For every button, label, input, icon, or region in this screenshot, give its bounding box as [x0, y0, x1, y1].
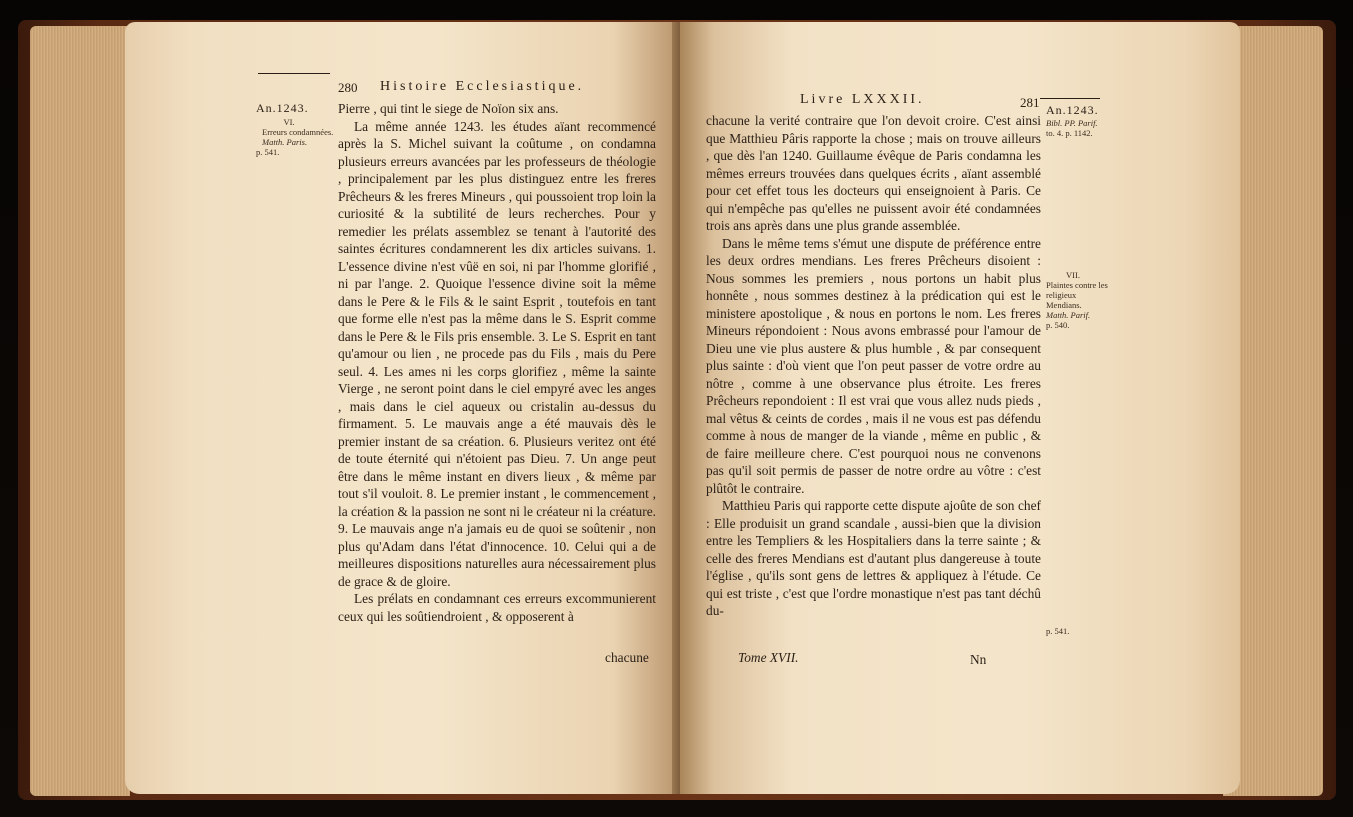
right-margin-note-top	[1046, 105, 1106, 138]
catchword: chacune	[605, 650, 649, 665]
margin-year: An.1243.	[256, 101, 309, 115]
margin-section: VII.	[1066, 270, 1080, 280]
paragraph: La même année 1243. les études aïant recommencé après la S. Michel suivant la coûtume , on condamna plusieurs erreurs avancées par les professeurs de théologie , principalement par les plus distinguez entre les freres Prêcheurs & les freres Mineurs , qui poussoient trop loin la curiosité & la subtilité de leurs recherches. Pour y remedier les prélats assemblez se tenant à l'autorité des saintes écritures condamnerent les dix articles suivans. 1. L'essence divine n'est vûë en soi, ni par l'homme glorifié , ni par l'ange. 2. Quoique l'essence divine soit la même dans le Pere & le Fils & le saint Esprit , toutefois en tant que forme elle n'est pas la même dans le S. Esprit comme dans le Pere & le Fils pris ensemble. 3. Le S. Esprit en tant qu'amour ou lien , ne procede pas du Fils , mais du Pere seul. 4. Les ames ni les corps glorifiez , même la sainte Vierge , ne seront point dans le ciel empyré avec les anges , mais dans le ciel aqueux ou cristalin au-dessus du firmament. 5. Le mauvais ange a été mauvais dès le premier instant de sa création. 6. Plusieurs veritez ont été de toute éternité qui n'étoient pas Dieu. 7. Un ange peut être dans le même instant en divers lieux , & même par tout s'il vouloit. 8. Le premier instant , le commencement , la création & la passion ne sont ni le créateur ni la créature. 9. Le mauvais ange n'a jamais eu de quoi se soûtenir , non plus qu'Adam dans l'état d'innocence. 10. Celui qui a de meilleures dispositions naturelles aura nécessairement plus de grace & de gloire.	[338, 118, 656, 589]
signature-mark: Nn	[970, 652, 987, 667]
running-head-left: Histoire Ecclesiastique.	[380, 79, 585, 94]
right-margin-note-mid	[1046, 270, 1108, 330]
margin-source: Matth. Paris.	[262, 137, 308, 147]
margin-topic: Erreurs condamnées.	[262, 127, 334, 137]
margin-rule-left	[258, 73, 330, 74]
paragraph: Dans le même tems s'émut une dispute de préférence entre les deux ordres mendians. Les freres Prêcheurs disoient : Nous sommes les premiers , nous portons un habit plus honnête , nous sommes destinez à la prédication qui est le ministere apostolique , & nous en portons le nom. Les freres Mineurs répondoient : Nous avons embrassé pour l'amour de Dieu une vie plus austere & plus humble , & par consequent plus sainte : d'où vient que l'on peut passer de votre ordre au nôtre , comme à une observance plus étroite. Les freres Prêcheurs repondoient : Il est vrai que vous allez nuds pieds , mal vêtus & ceints de cordes , mais il ne vous est pas défendu comme à nous de manger de la viande , même en public , & de faire meilleure chere. C'est pourquoi nous ne convenons pas qu'il soit permis de passer de notre ordre au vôtre : c'est plûtôt le contraire.	[706, 235, 1041, 496]
left-page-text	[338, 100, 656, 625]
page-number-left: 280	[338, 80, 358, 95]
margin-rule-right	[1040, 98, 1100, 99]
paragraph: Pierre , qui tint le siege de Noïon six ans.	[338, 101, 559, 116]
paragraph: Les prélats en condamnant ces erreurs excommunierent ceux qui les soûtiendroient , & opposerent à	[338, 591, 656, 624]
page-edges-left	[30, 26, 130, 796]
right-page-text	[706, 112, 1041, 620]
paragraph: Matthieu Paris qui rapporte cette dispute ajoûte de son chef : Elle produisit un grand scandale , aussi-bien que la division entre les Templiers & les Hospitaliers dans la terre sainte ; & celle des freres Mendians est d'autant plus dangereuse à toute l'église , qu'ils sont gens de lettres & appliquez à l'étude. Ce qui est triste , c'est que l'ordre monastique n'est pas tant déchû du-	[706, 498, 1041, 618]
signature-volume: Tome XVII.	[738, 650, 799, 665]
margin-source: Matth. Parif.	[1046, 310, 1091, 320]
margin-source-detail: to. 4. p. 1142.	[1046, 128, 1093, 138]
running-head-right: Livre LXXXII.	[800, 92, 925, 107]
left-margin-note	[256, 103, 334, 157]
margin-year: An.1243.	[1046, 103, 1099, 117]
margin-topic: Plaintes contre les religieux Mendians.	[1046, 280, 1108, 310]
margin-section: VI.	[283, 117, 295, 127]
margin-source-page: p. 540.	[1046, 320, 1070, 330]
margin-source: Bibl. PP. Parif.	[1046, 118, 1098, 128]
margin-source-page: p. 541.	[256, 147, 280, 157]
paragraph: chacune la verité contraire que l'on devoit croire. C'est ainsi que Matthieu Pâris rapporte la chose ; mais on trouve ailleurs , que dès l'an 1240. Guillaume évêque de Paris condamna les mêmes erreurs trouvées dans quelques écrits , aïant assemblé pour cet effet tous les docteurs qui enseignoient à Paris. Ce qui n'empêche pas qu'elles ne puissent avoir été condamnées trois ans après dans une plus grande assemblée.	[706, 113, 1041, 233]
page-number-right: 281	[1020, 95, 1040, 110]
right-margin-note-bottom: p. 541.	[1046, 626, 1070, 636]
